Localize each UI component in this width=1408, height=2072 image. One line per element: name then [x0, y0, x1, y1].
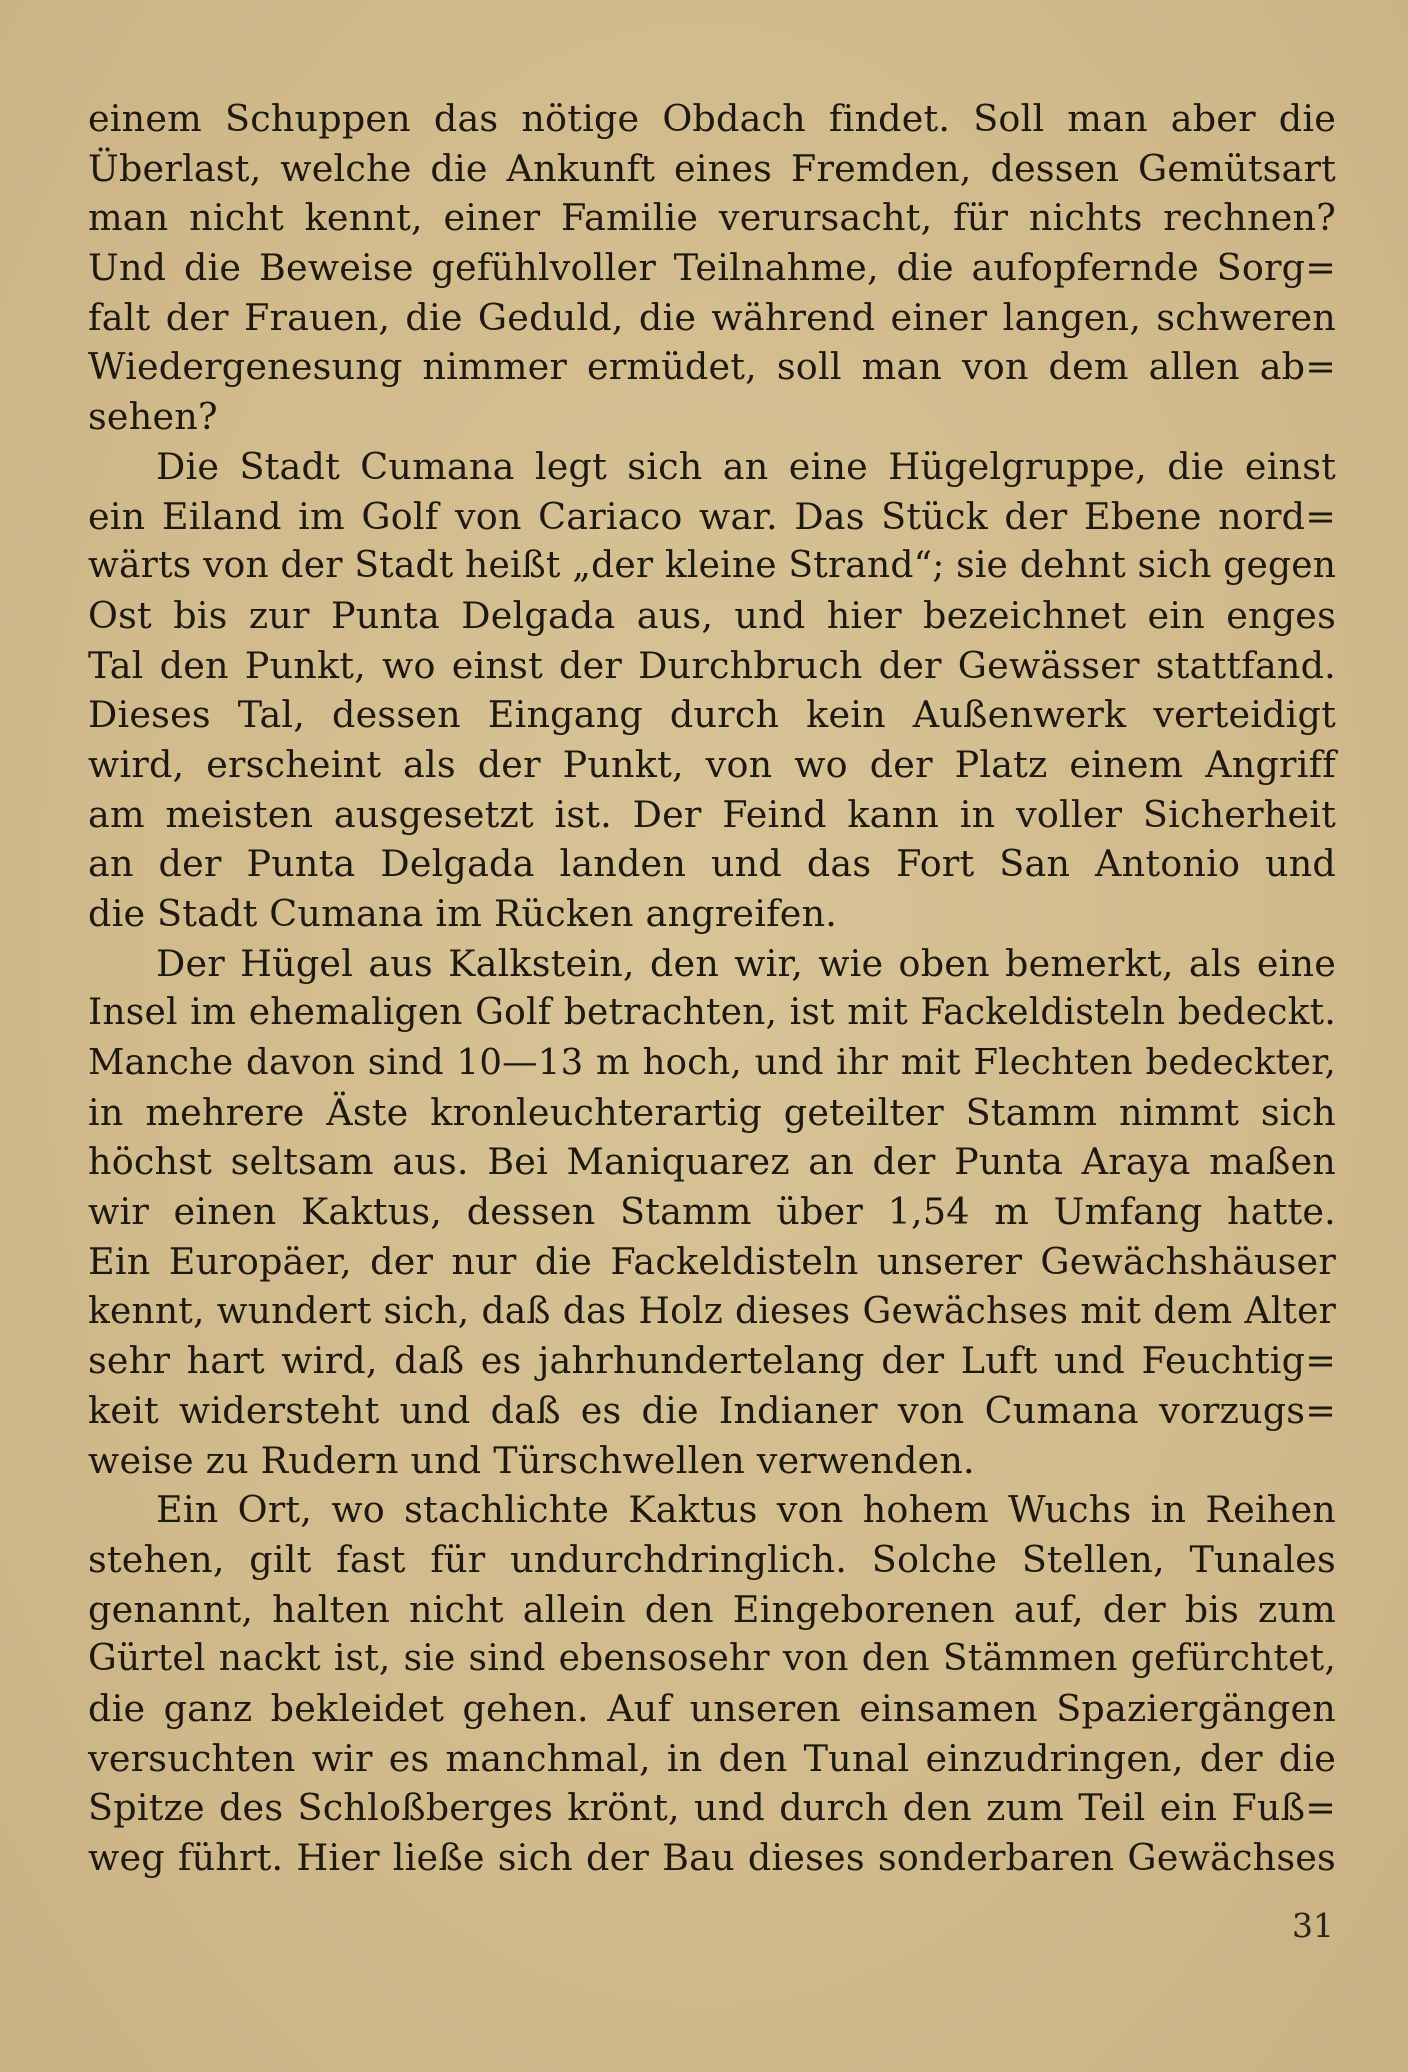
text-line: Ein Europäer, der nur die Fackeldisteln unserer Gewächshäuser	[88, 1239, 1336, 1283]
text-line: Gürtel nackt ist, sie sind ebensosehr von den Stämmen gefürchtet,	[88, 1638, 1336, 1680]
text-line: Spitze des Schloßberges krönt, und durch den zum Teil ein Fuß=	[88, 1786, 1336, 1830]
text-line: sehr hart wird, daß es jahrhundertelang der Luft und Feuchtig=	[88, 1339, 1336, 1383]
page-number: 31	[1292, 1906, 1334, 1945]
text-line: die Stadt Cumana im Rücken angreifen.	[88, 892, 838, 935]
text-line: einem Schuppen das nötige Obdach findet. Soll man aber die	[88, 97, 1336, 140]
text-line: keit widersteht und daß es die Indianer von Cumana vorzugs=	[88, 1388, 1336, 1432]
text-line: Dieses Tal, dessen Eingang durch kein Außenwerk verteidigt	[88, 693, 1336, 737]
text-line: Manche davon sind 10—13 m hoch, und ihr mit Flechten bedeckter,	[88, 1042, 1336, 1084]
text-line: weise zu Rudern und Türschwellen verwenden.	[88, 1438, 975, 1482]
text-line: versuchten wir es manchmal, in den Tunal einzudringen, der die	[88, 1736, 1336, 1780]
text-line: Ein Ort, wo stachlichte Kaktus von hohem Wuchs in Reihen	[156, 1488, 1336, 1532]
text-line: genannt, halten nicht allein den Eingeborenen auf, der bis zum	[88, 1587, 1336, 1631]
text-line: kennt, wundert sich, daß das Holz dieses Gewächses mit dem Alter	[88, 1290, 1336, 1332]
text-line: die ganz bekleidet gehen. Auf unseren einsamen Spaziergängen	[88, 1687, 1336, 1730]
text-line: Ost bis zur Punta Delgada aus, und hier bezeichnet ein enges	[88, 593, 1336, 637]
text-line: Wiedergenesung nimmer ermüdet, soll man von dem allen ab=	[88, 345, 1336, 389]
text-line: sehen?	[88, 395, 218, 439]
text-line: Tal den Punkt, wo einst der Durchbruch der Gewässer stattfand.	[88, 643, 1336, 687]
text-line: Insel im ehemaligen Golf betrachten, ist mit Fackeldisteln bedeckt.	[88, 992, 1336, 1034]
text-line: höchst seltsam aus. Bei Maniquarez an der Punta Araya maßen	[88, 1140, 1336, 1184]
text-line: falt der Frauen, die Geduld, die während einer langen, schweren	[88, 295, 1336, 339]
text-line: stehen, gilt fast für undurchdringlich. Solche Stellen, Tunales	[88, 1537, 1336, 1581]
text-line: Und die Beweise gefühlvoller Teilnahme, die aufopfernde Sorg=	[88, 246, 1336, 290]
text-line: in mehrere Äste kronleuchterartig geteilter Stamm nimmt sich	[88, 1090, 1336, 1134]
text-line: weg führt. Hier ließe sich der Bau dieses sonderbaren Gewächses	[88, 1836, 1336, 1880]
text-line: Der Hügel aus Kalkstein, den wir, wie oben bemerkt, als eine	[156, 941, 1336, 985]
text-line: Die Stadt Cumana legt sich an eine Hügelgruppe, die einst	[156, 444, 1336, 488]
text-line: wärts von der Stadt heißt „der kleine Strand“; sie dehnt sich gegen	[88, 545, 1337, 587]
text-line: an der Punta Delgada landen und das Fort San Antonio und	[88, 842, 1336, 886]
text-line: wird, erscheint als der Punkt, von wo der Platz einem Angriff	[88, 742, 1336, 786]
text-line: wir einen Kaktus, dessen Stamm über 1,54 m Umfang hatte.	[88, 1190, 1336, 1234]
text-line: Überlast, welche die Ankunft eines Fremden, dessen Gemütsart	[88, 146, 1336, 190]
text-line: am meisten ausgesetzt ist. Der Feind kann in voller Sicherheit	[88, 792, 1336, 836]
text-line: man nicht kennt, einer Familie verursacht, für nichts rechnen?	[88, 196, 1336, 240]
text-line: ein Eiland im Golf von Cariaco war. Das Stück der Ebene nord=	[88, 494, 1336, 538]
body-text	[88, 94, 1336, 1883]
